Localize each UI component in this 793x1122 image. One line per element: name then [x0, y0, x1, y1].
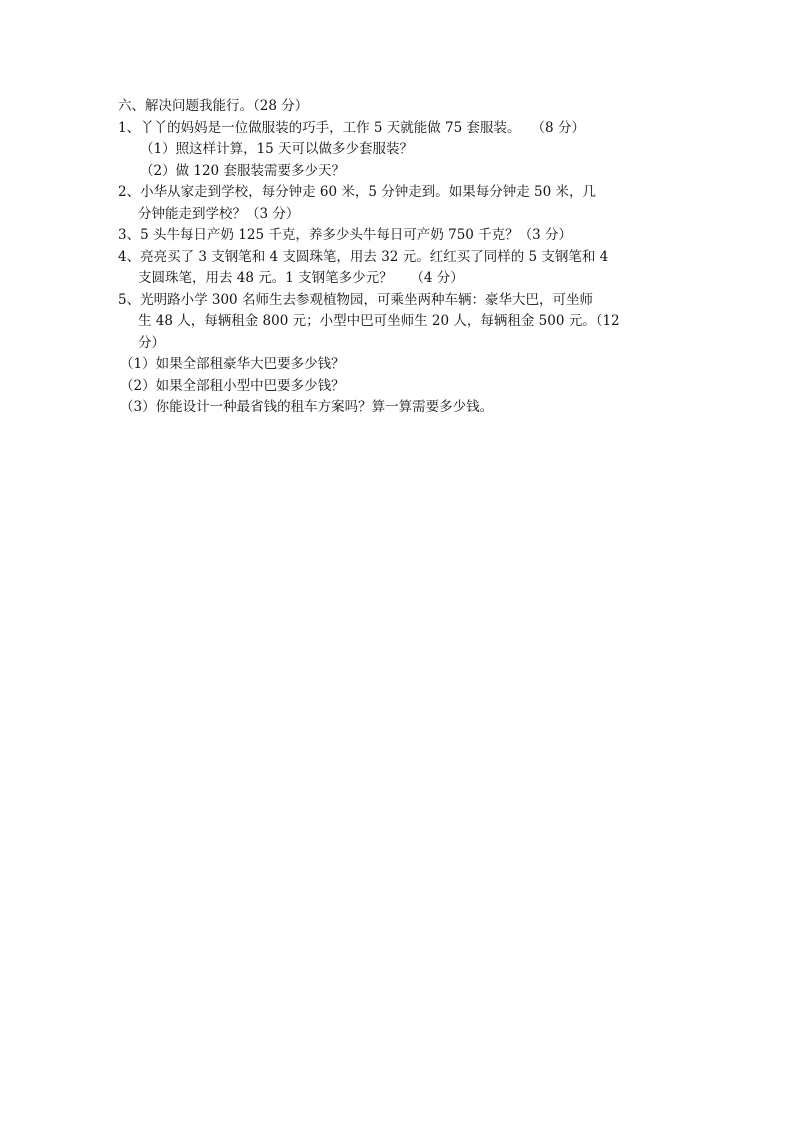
question-1-sub-2: （2）做 120 套服装需要多少天？ — [140, 162, 345, 179]
question-2-text-line-2: 分钟能走到学校？（3 分） — [138, 205, 300, 222]
question-5-text-line-2: 生 48 人，每辆租金 800 元；小型中巴可坐师生 20 人，每辆租金 500 元。（12 — [138, 313, 620, 329]
question-5 — [118, 290, 678, 419]
question-5-sub-3: （3）你能设计一种最省钱的租车方案吗？算一算需要多少钱。 — [120, 399, 494, 415]
question-5-text-line-1: 5、光明路小学 300 名师生去参观植物园，可乘坐两种车辆：豪华大巴，可坐师 — [118, 291, 593, 308]
question-1-text: 1、丫丫的妈妈是一位做服装的巧手，工作 5 天就能做 75 套服装。 （8 分） — [118, 119, 585, 136]
question-4-text-line-2: 支圆珠笔，用去 48 元。1 支钢笔多少元？ （4 分） — [138, 270, 464, 286]
question-1 — [118, 118, 678, 183]
question-3 — [118, 225, 678, 247]
question-5-sub-1: （1）如果全部租豪华大巴要多少钱？ — [120, 356, 345, 372]
question-5-text-line-3: 分） — [138, 334, 165, 351]
question-2 — [118, 182, 678, 225]
question-4-text-line-1: 4、亮亮买了 3 支钢笔和 4 支圆珠笔，用去 32 元。红红买了同样的 5 支钢笔和 4 — [118, 248, 609, 265]
section-title: 六、解决问题我能行。（28 分） — [118, 98, 309, 114]
question-2-text-line-1: 2、小华从家走到学校，每分钟走 60 米，5 分钟走到。如果每分钟走 50 米，几 — [118, 184, 596, 200]
question-3-text: 3、5 头牛每日产奶 125 千克，养多少头牛每日可产奶 750 千克？（3 分） — [118, 227, 573, 243]
problem-section — [118, 96, 678, 419]
question-5-sub-2: （2）如果全部租小型中巴要多少钱？ — [120, 377, 345, 394]
question-1-sub-1: （1）照这样计算，15 天可以做多少套服装？ — [140, 141, 414, 157]
question-4 — [118, 247, 678, 290]
